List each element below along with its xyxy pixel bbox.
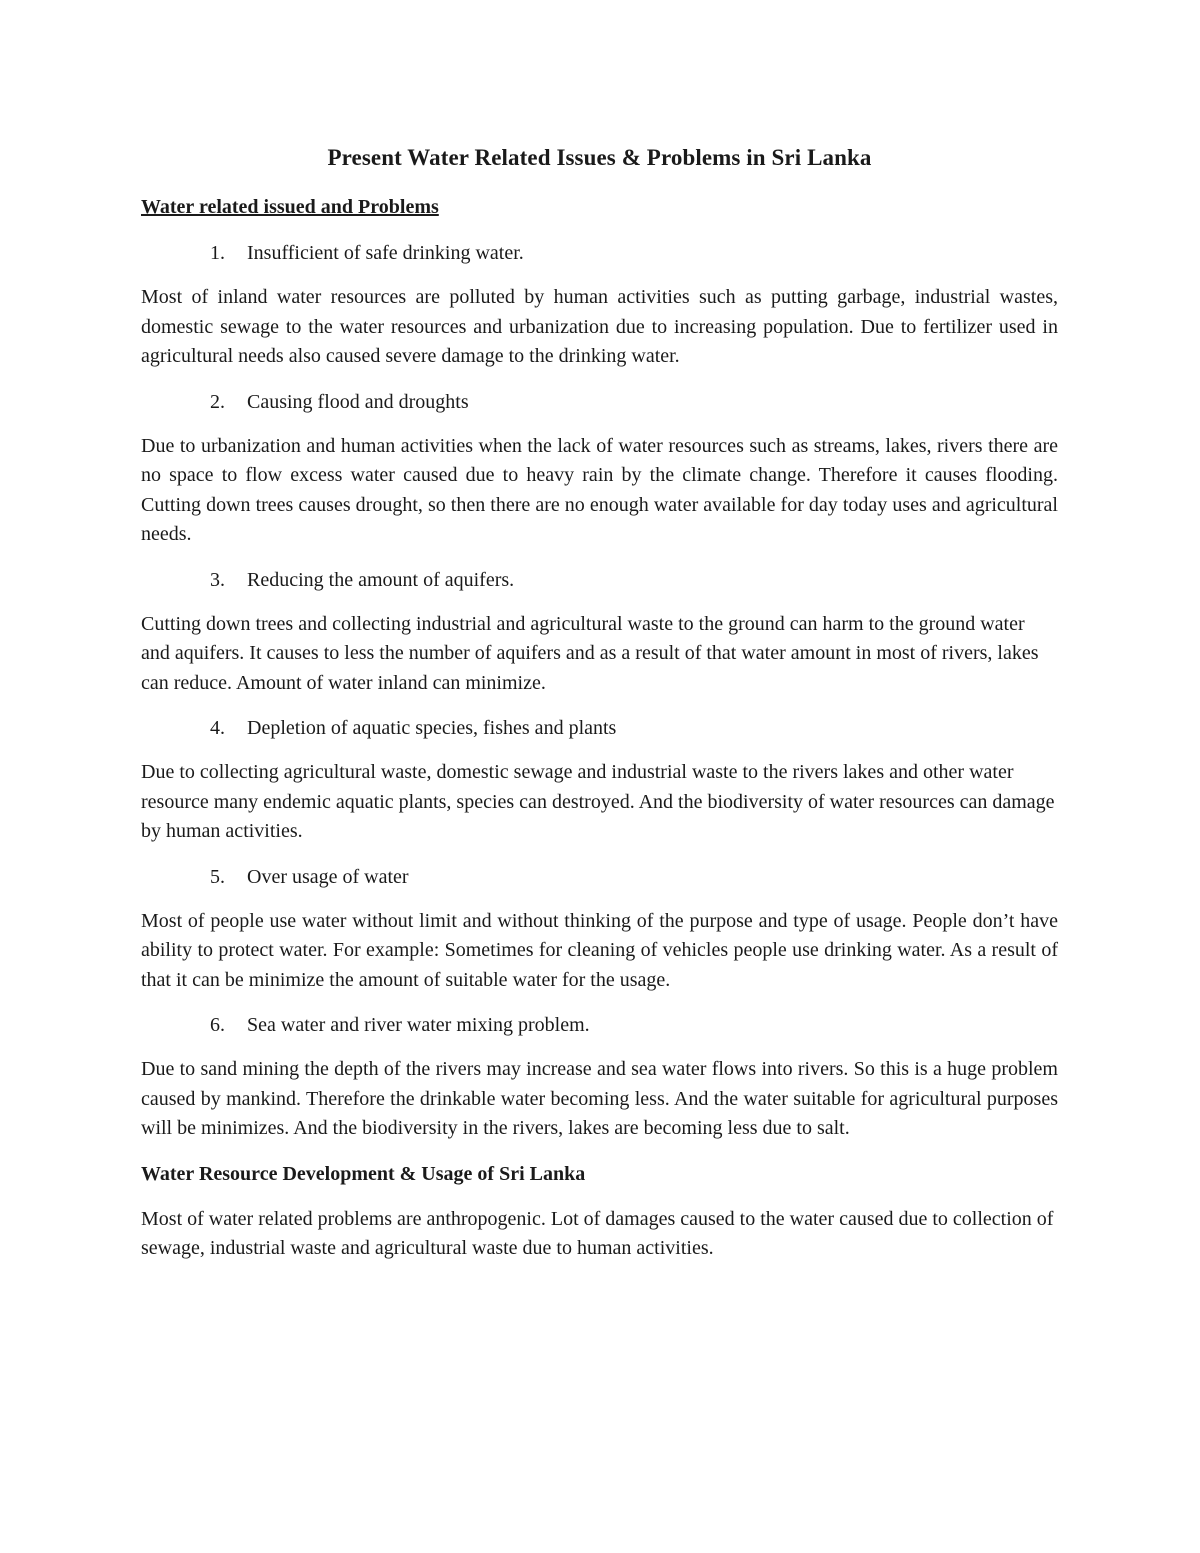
list-item-heading: Sea water and river water mixing problem. — [247, 1014, 590, 1036]
paragraph-3: Cutting down trees and collecting industrial and agricultural waste to the ground can harm to the ground water and aquifers. It causes to less the number of aquifers and as a result of that water amount in most of rivers, lakes can reduce. Amount of water inland can minimize. — [141, 612, 1039, 694]
document-body — [141, 141, 1058, 1279]
section-heading-issues: Water related issued and Problems — [141, 196, 439, 218]
paragraph-4: Due to collecting agricultural waste, domestic sewage and industrial waste to the rivers lakes and other water resource many endemic aquatic plants, species can destroyed. And the biodiversity of water resources can damage by human activities. — [141, 761, 1055, 842]
paragraph-2: Due to urbanization and human activities when the lack of water resources such as streams, lakes, rivers there are no space to flow excess water caused due to heavy rain by the climate change. Therefore it causes flooding. Cutting down trees causes drought, so then there are no enough water available for day today uses and agricultural needs. — [141, 434, 1058, 545]
paragraph-5: Most of people use water without limit and without thinking of the purpose and type of usage. People don’t have ability to protect water. For example: Sometimes for cleaning of vehicles people use drinking water. As a result of that it can be minimize the amount of suitable water for the usage. — [141, 909, 1058, 991]
list-item-heading: Causing flood and droughts — [247, 390, 469, 413]
list-number: 4. — [210, 717, 225, 739]
list-item-3 — [141, 565, 1058, 595]
list-number: 5. — [210, 865, 225, 888]
section-heading-development: Water Resource Development & Usage of Sri Lanka — [141, 1162, 586, 1185]
list-item-4 — [141, 713, 1058, 743]
list-number: 2. — [210, 390, 225, 413]
paragraph-6: Due to sand mining the depth of the rivers may increase and sea water flows into rivers. So this is a huge problem caused by mankind. Therefore the drinkable water becoming less. And the water suitable for agricultural purposes will be minimizes. And the biodiversity in the rivers, lakes are becoming less due to salt. — [141, 1058, 1058, 1139]
list-item-heading: Insufficient of safe drinking water. — [247, 242, 524, 264]
paragraph-1: Most of inland water resources are polluted by human activities such as putting garbage, industrial wastes, domestic sewage to the water resources and urbanization due to increasing population. Due to fertilizer used in agricultural needs also caused severe damage to the drinking water. — [141, 286, 1058, 367]
list-item-1 — [141, 238, 1058, 268]
list-item-6 — [141, 1010, 1058, 1040]
list-number: 3. — [210, 568, 225, 591]
list-number: 1. — [210, 242, 225, 264]
list-item-heading: Over usage of water — [247, 865, 409, 888]
list-item-2 — [141, 387, 1058, 417]
paragraph-development: Most of water related problems are anthropogenic. Lot of damages caused to the water caused due to collection of sewage, industrial waste and agricultural waste due to human activities. — [141, 1207, 1054, 1259]
document-title: Present Water Related Issues & Problems in Sri Lanka — [327, 145, 872, 170]
list-item-heading: Reducing the amount of aquifers. — [247, 568, 515, 591]
list-item-5 — [141, 862, 1058, 892]
list-item-heading: Depletion of aquatic species, fishes and plants — [247, 717, 617, 739]
list-number: 6. — [210, 1014, 225, 1036]
